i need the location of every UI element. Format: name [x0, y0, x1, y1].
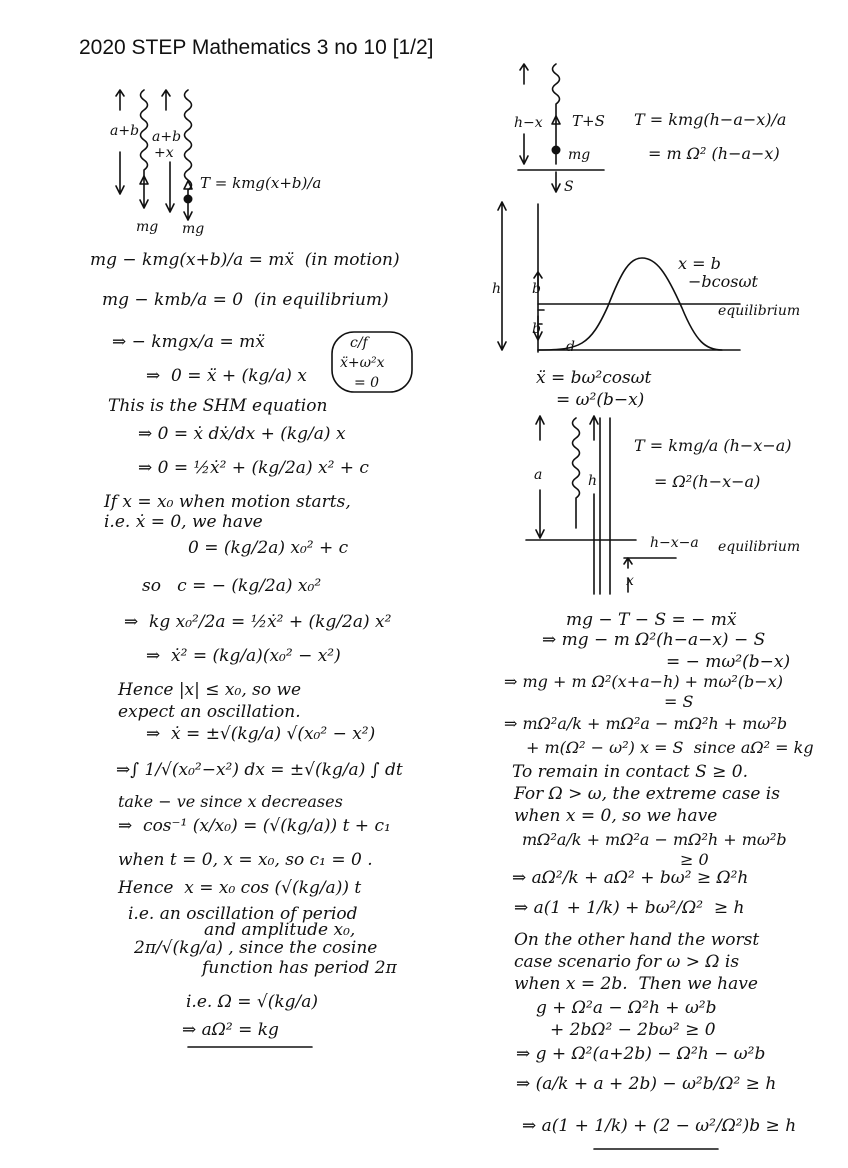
left-line-26: i.e. Ω = √(kg/a) [186, 992, 318, 1012]
weight-label-2: mg [182, 221, 205, 237]
tension-eq-bottom-2: = Ω²(h−x−a) [654, 472, 761, 491]
right-line-19: + 2bΩ² − 2bω² ≥ 0 [550, 1020, 716, 1040]
right-line-18: g + Ω²a − Ω²h + ω²b [536, 998, 717, 1018]
right-line-22: ⇒ a(1 + 1/k) + (2 − ω²/Ω²)b ≥ h [522, 1116, 797, 1136]
underline-left-result [186, 1044, 316, 1050]
label-a-plus-b-plus-x-bottom: +x [154, 145, 174, 161]
right-line-15: On the other hand the worst [514, 930, 760, 950]
left-line-15: expect an oscillation. [118, 702, 301, 722]
right-line-02: ⇒ mg − m Ω²(h−a−x) − S [542, 630, 766, 650]
page-title: 2020 STEP Mathematics 3 no 10 [1/2] [79, 36, 434, 59]
tension-label-left: T = kmg(x+b)/a [200, 174, 322, 192]
left-line-01: mg − kmg(x+b)/a = mẍ (in motion) [90, 250, 400, 270]
left-line-11: so c = − (kg/2a) x₀² [142, 576, 322, 596]
right-line-13: ⇒ aΩ²/k + aΩ² + bω² ≥ Ω²h [512, 868, 749, 888]
right-line-04: ⇒ mg + m Ω²(x+a−h) + mω²(b−x) [504, 672, 783, 691]
left-line-12: ⇒ kg x₀²/2a = ½ẋ² + (kg/2a) x² [124, 612, 392, 632]
left-line-21: Hence x = x₀ cos (√(kg/a)) t [118, 878, 362, 898]
right-line-07: + m(Ω² − ω²) x = S since aΩ² = kg [526, 738, 814, 757]
label-h-right: h [588, 473, 598, 489]
right-line-16: case scenario for ω > Ω is [514, 952, 740, 972]
label-a-plus-b-plus-x-top: a+b [152, 129, 182, 145]
right-line-09: For Ω > ω, the extreme case is [514, 784, 780, 804]
graph-label-b-top: b [532, 281, 541, 297]
graph-label-h: h [492, 281, 502, 297]
right-line-03: = − mω²(b−x) [666, 652, 791, 672]
right-line-21: ⇒ (a/k + a + 2b) − ω²b/Ω² ≥ h [516, 1074, 777, 1094]
right-line-06: ⇒ mΩ²a/k + mΩ²a − mΩ²h + mω²b [504, 714, 788, 733]
graph-label-b-bottom: b [532, 321, 541, 337]
left-line-17: ⇒∫ 1/√(x₀²−x²) dx = ±√(kg/a) ∫ dt [116, 760, 403, 780]
right-line-12: ≥ 0 [680, 850, 709, 869]
curve-equation-1: x = b [678, 254, 721, 273]
left-line-07: ⇒ 0 = ½ẋ² + (kg/2a) x² + c [138, 458, 369, 478]
label-h-minus-x: h−x [514, 115, 543, 131]
right-line-01: mg − T − S = − mẍ [566, 610, 737, 630]
right-line-20: ⇒ g + Ω²(a+2b) − Ω²h − ω²b [516, 1044, 766, 1064]
left-line-06: ⇒ 0 = ẋ dẋ/dx + (kg/a) x [138, 424, 346, 444]
graph-label-d: d [566, 339, 575, 355]
left-line-10: 0 = (kg/2a) x₀² + c [188, 538, 349, 558]
left-line-16: ⇒ ẋ = ±√(kg/a) √(x₀² − x²) [146, 724, 376, 744]
right-line-05: = S [664, 692, 694, 711]
left-line-22: i.e. an oscillation of period [128, 904, 358, 924]
label-mg-right: mg [568, 147, 591, 163]
left-line-03: ⇒ − kmgx/a = mẍ [112, 332, 265, 352]
right-mid-line-2: = ω²(b−x) [556, 390, 645, 410]
displacement-graph [490, 196, 810, 362]
left-line-13: ⇒ ẋ² = (kg/a)(x₀² − x²) [146, 646, 341, 666]
cf-box-line-1: c/f [350, 335, 368, 351]
left-line-05: This is the SHM equation [108, 396, 328, 416]
left-line-14: Hence |x| ≤ x₀, so we [118, 680, 302, 700]
left-line-08: If x = x₀ when motion starts, [104, 492, 351, 512]
curve-equation-2: −bcosωt [688, 272, 758, 291]
label-s: S [564, 179, 574, 195]
left-line-09: i.e. ẋ = 0, we have [104, 512, 263, 532]
bottom-equilibrium-label: equilibrium [718, 539, 801, 555]
left-line-18: take − ve since x decreases [118, 792, 343, 811]
spring-diagram-left [100, 84, 320, 244]
right-line-11: mΩ²a/k + mΩ²a − mΩ²h + mω²b [522, 830, 787, 849]
tension-eq-bottom-1: T = kmg/a (h−x−a) [634, 436, 792, 455]
label-h-minus-x-minus-a: h−x−a [650, 535, 699, 551]
left-line-23: and amplitude x₀, [204, 920, 356, 940]
underline-right-result [592, 1146, 722, 1152]
right-line-08: To remain in contact S ≥ 0. [512, 762, 749, 782]
left-line-20: when t = 0, x = x₀, so c₁ = 0 . [118, 850, 373, 870]
label-x-right: x [626, 573, 634, 589]
right-line-17: when x = 2b. Then we have [514, 974, 758, 994]
label-t-plus-s: T+S [572, 112, 605, 130]
left-line-04: ⇒ 0 = ẍ + (kg/a) x [146, 366, 307, 386]
graph-equilibrium-label: equilibrium [718, 303, 801, 319]
left-line-19: ⇒ cos⁻¹ (x/x₀) = (√(kg/a)) t + c₁ [118, 816, 391, 836]
cf-box-line-2: ẍ+ω²x [340, 355, 385, 371]
left-line-25: function has period 2π [202, 958, 397, 978]
right-mid-line-1: ẍ = bω²cosωt [536, 368, 652, 388]
right-line-10: when x = 0, so we have [514, 806, 718, 826]
left-line-02: mg − kmb/a = 0 (in equilibrium) [102, 290, 389, 310]
tension-eq-right-2: = m Ω² (h−a−x) [648, 144, 780, 163]
label-a-plus-b: a+b [110, 123, 140, 139]
weight-label-1: mg [136, 219, 159, 235]
cf-box-line-3: = 0 [354, 375, 380, 391]
label-a-right: a [534, 467, 543, 483]
left-line-24: 2π/√(kg/a) , since the cosine [134, 938, 378, 958]
right-line-14: ⇒ a(1 + 1/k) + bω²/Ω² ≥ h [514, 898, 745, 918]
left-line-27: ⇒ aΩ² = kg [182, 1020, 279, 1040]
tension-eq-right-1: T = kmg(h−a−x)/a [634, 110, 787, 129]
